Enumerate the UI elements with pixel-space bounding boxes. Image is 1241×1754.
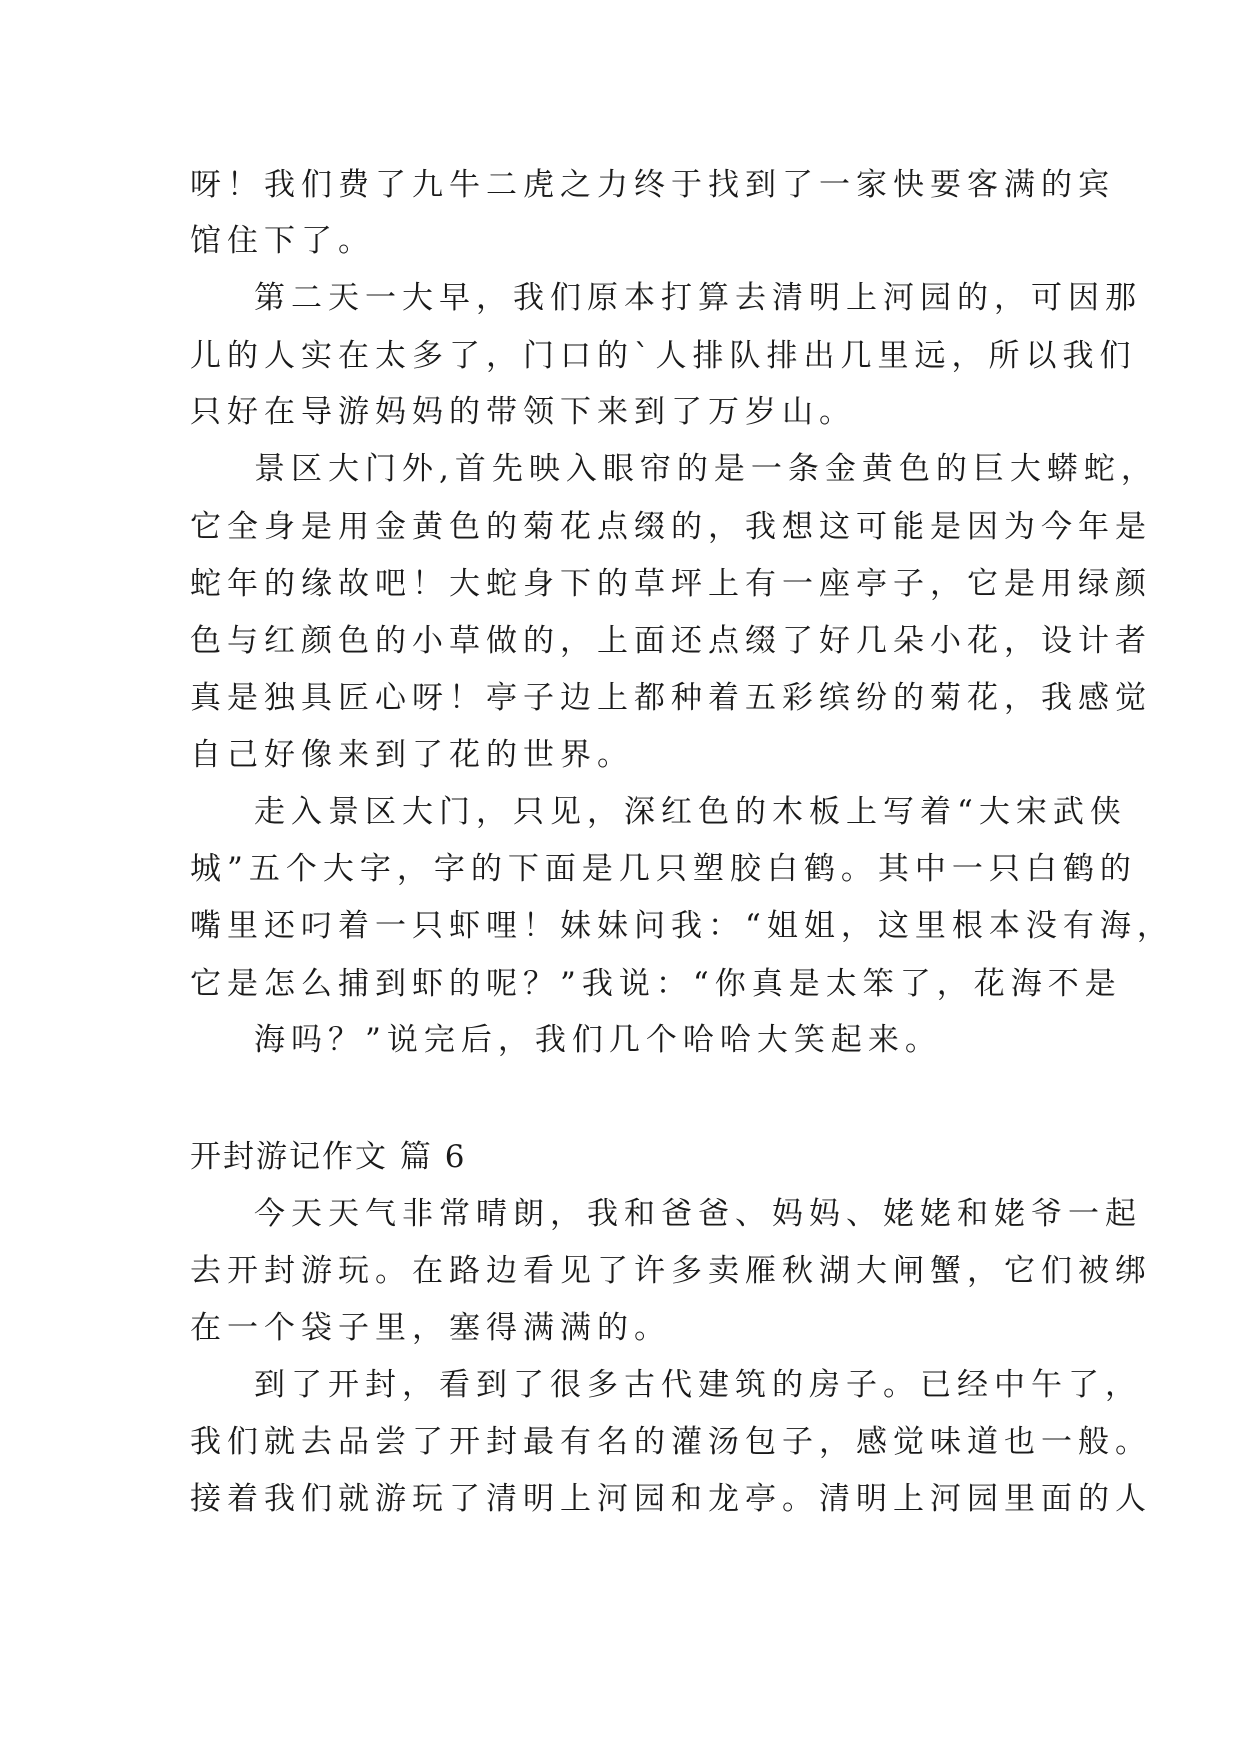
paragraph-line: 只好在导游妈妈的带领下来到了万岁山。 (190, 394, 856, 430)
paragraph-line: 去开封游玩。在路边看见了许多卖雁秋湖大闸蟹，它们被绑 (190, 1253, 1152, 1289)
section-heading: 开封游记作文 篇 6 (190, 1139, 467, 1175)
paragraph-line: 在一个袋子里，塞得满满的。 (190, 1310, 671, 1346)
paragraph-line: 城”五个大字，字的下面是几只塑胶白鹤。其中一只白鹤的 (190, 851, 1137, 887)
paragraph-line: 自己好像来到了花的世界。 (190, 737, 634, 773)
paragraph-line: 馆住下了。 (190, 223, 375, 259)
paragraph-line: 第二天一大早，我们原本打算去清明上河园的，可因那 (254, 280, 1142, 316)
paragraph-line: 它是怎么捕到虾的呢？”我说：“你真是太笨了，花海不是 (190, 966, 1122, 1002)
paragraph-line: 儿的人实在太多了，门口的`人排队排出几里远，所以我们 (190, 338, 1137, 374)
paragraph-line: 景区大门外,首先映入眼帘的是一条金黄色的巨大蟒蛇， (254, 451, 1158, 487)
paragraph-line: 海吗？”说完后，我们几个哈哈大笑起来。 (254, 1022, 942, 1058)
paragraph-line: 真是独具匠心呀！亭子边上都种着五彩缤纷的菊花，我感觉 (190, 680, 1152, 716)
paragraph-line: 呀！我们费了九牛二虎之力终于找到了一家快要客满的宾 (190, 167, 1115, 203)
paragraph-line: 到了开封，看到了很多古代建筑的房子。已经中午了， (254, 1367, 1142, 1403)
paragraph-line: 蛇年的缘故吧！大蛇身下的草坪上有一座亭子，它是用绿颜 (190, 566, 1152, 602)
paragraph-line: 接着我们就游玩了清明上河园和龙亭。清明上河园里面的人 (190, 1481, 1152, 1517)
paragraph-line: 嘴里还叼着一只虾哩！妹妹问我：“姐姐，这里根本没有海， (190, 908, 1174, 944)
paragraph-line: 它全身是用金黄色的菊花点缀的，我想这可能是因为今年是 (190, 509, 1152, 545)
paragraph-line: 我们就去品尝了开封最有名的灌汤包子，感觉味道也一般。 (190, 1424, 1152, 1460)
paragraph-line: 走入景区大门，只见，深红色的木板上写着“大宋武侠 (254, 794, 1127, 830)
paragraph-line: 今天天气非常晴朗，我和爸爸、妈妈、姥姥和姥爷一起 (254, 1196, 1142, 1232)
paragraph-line: 色与红颜色的小草做的，上面还点缀了好几朵小花，设计者 (190, 623, 1152, 659)
